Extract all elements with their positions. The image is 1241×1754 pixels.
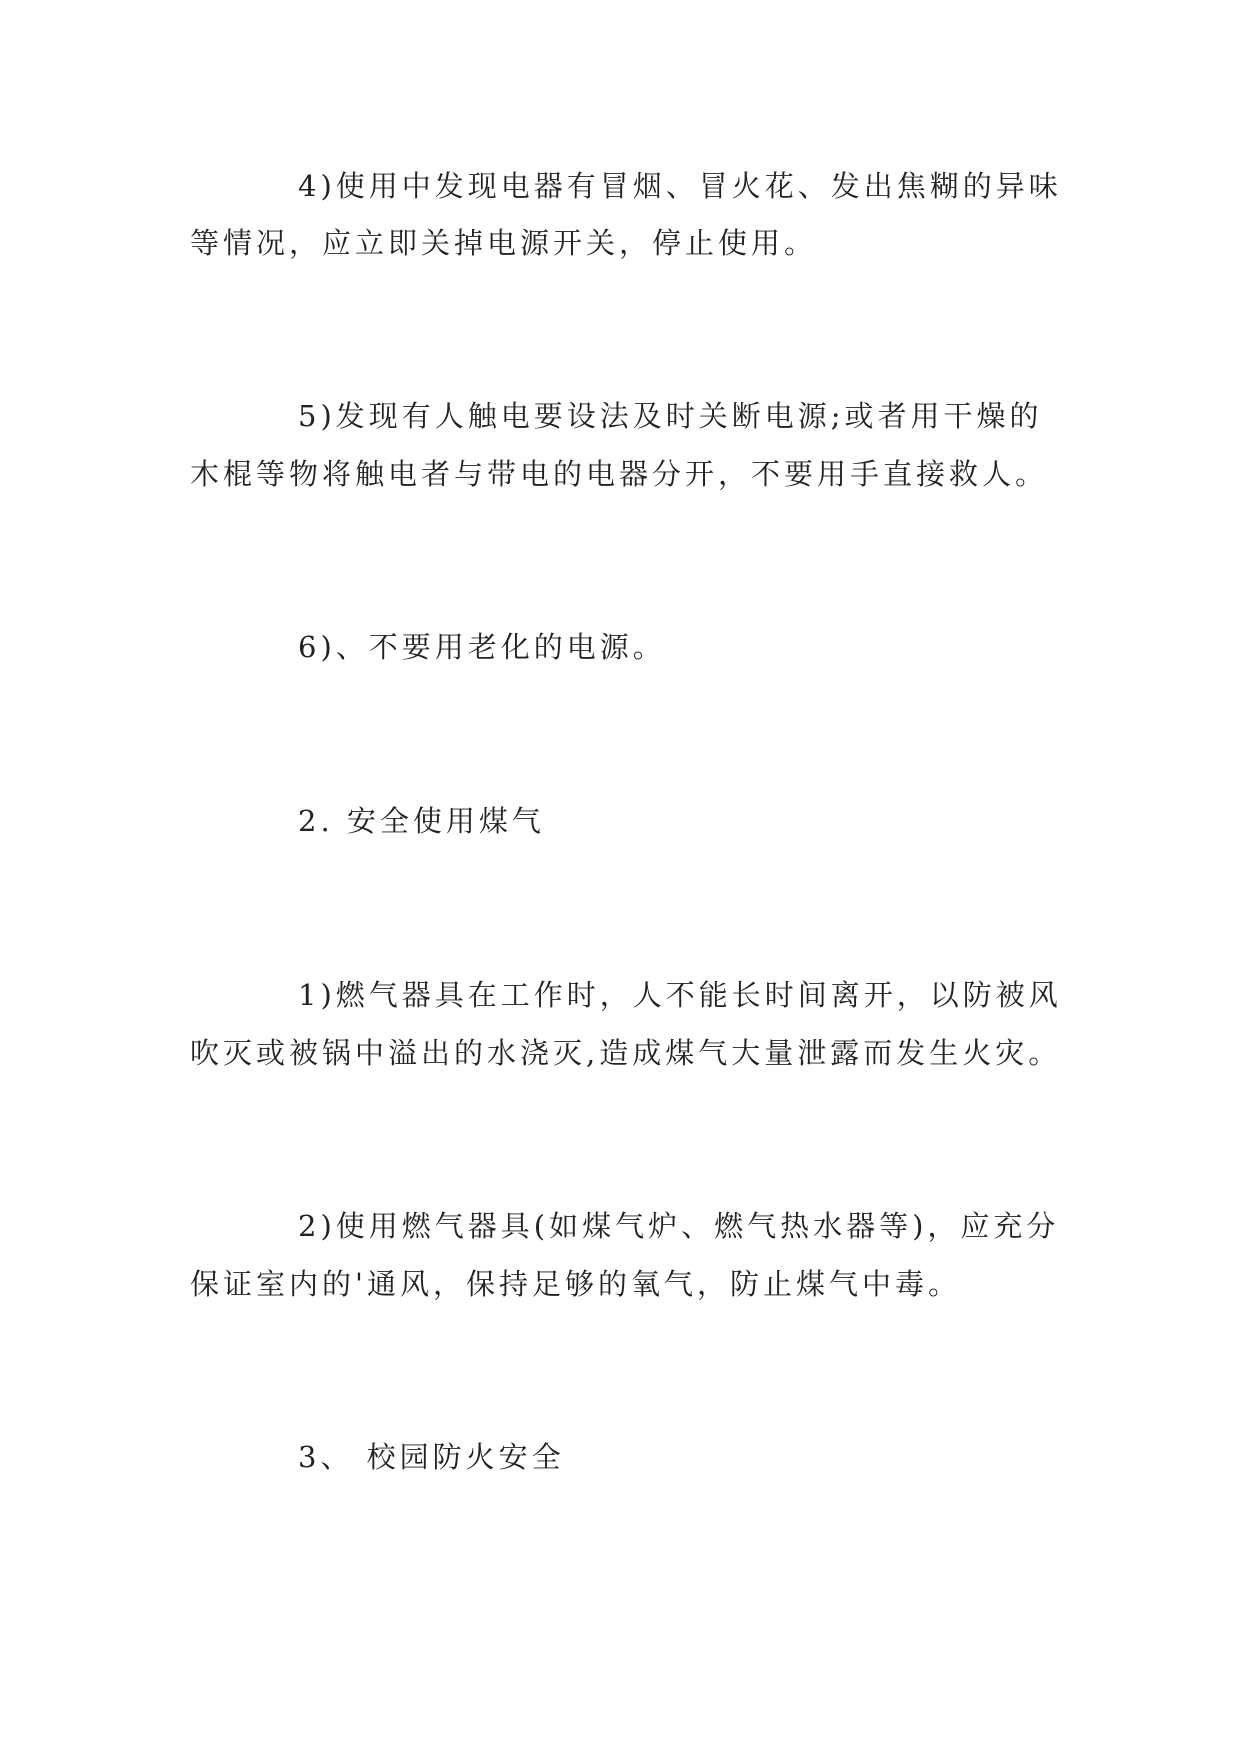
paragraph-2-line-1: 5)发现有人触电要设法及时关断电源;或者用干燥的 xyxy=(298,399,1043,433)
paragraph-1-line-1: 4)使用中发现电器有冒烟、冒火花、发出焦糊的异味 xyxy=(298,169,1062,203)
paragraph-3-line-1: 6)、不要用老化的电源。 xyxy=(298,630,666,664)
section-heading-campus-fire-safety: 3、 校园防火安全 xyxy=(298,1440,565,1474)
paragraph-5-line-2: 吹灭或被锅中溢出的水浇灭,造成煤气大量泄露而发生火灾。 xyxy=(190,1036,1062,1070)
paragraph-6-line-1: 2)使用燃气器具(如煤气炉、燃气热水器等)，应充分 xyxy=(298,1209,1060,1243)
paragraph-5-line-1: 1)燃气器具在工作时，人不能长时间离开，以防被风 xyxy=(298,978,1062,1012)
paragraph-1-line-2: 等情况，应立即关掉电源开关，停止使用。 xyxy=(190,226,818,260)
section-heading-gas-safety: 2. 安全使用煤气 xyxy=(298,804,545,838)
paragraph-2-line-2: 木棍等物将触电者与带电的电器分开，不要用手直接救人。 xyxy=(190,457,1049,491)
paragraph-6-line-2: 保证室内的'通风，保持足够的氧气，防止煤气中毒。 xyxy=(190,1267,961,1301)
